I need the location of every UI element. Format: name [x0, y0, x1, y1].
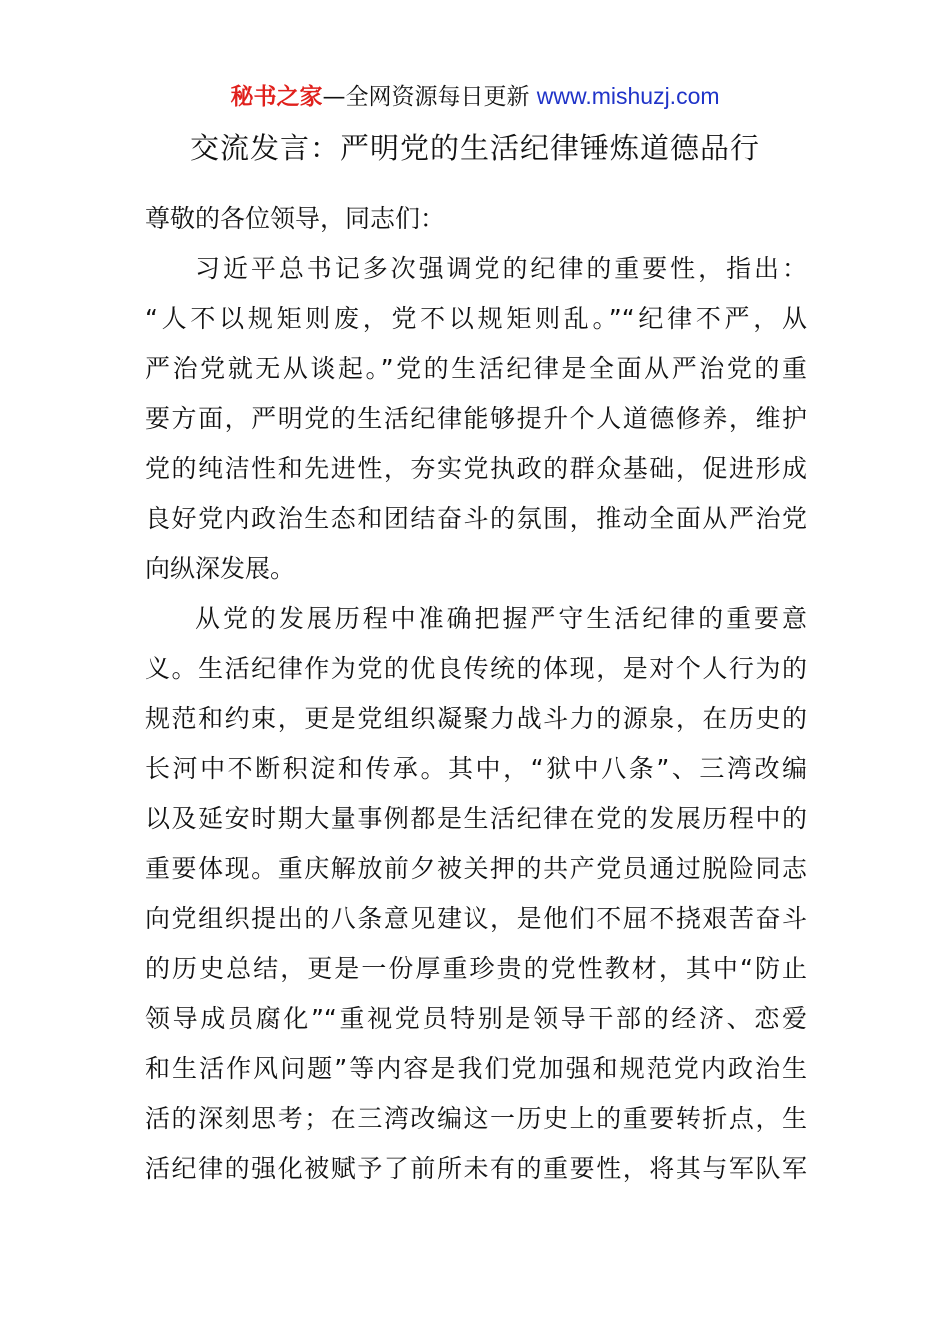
paragraph-line: 规范和约束，更是党组织凝聚力战斗力的源泉，在历史的: [145, 704, 807, 733]
paragraph-1: [145, 244, 807, 594]
paragraph-line: 活纪律的强化被赋予了前所未有的重要性，将其与军队军: [145, 1154, 807, 1183]
paragraph-line: “人不以规矩则废，党不以规矩则乱。”“纪律不严，从: [145, 304, 807, 333]
paragraph-line: 向党组织提出的八条意见建议，是他们不屈不挠艰苦奋斗: [145, 904, 807, 933]
paragraph-line: 重要体现。重庆解放前夕被关押的共产党员通过脱险同志: [145, 854, 807, 883]
paragraph-line: 义。生活纪律作为党的优良传统的体现，是对个人行为的: [145, 654, 807, 683]
paragraph-line: 从党的发展历程中准确把握严守生活纪律的重要意: [195, 604, 807, 633]
document-body: [145, 194, 807, 1194]
paragraph-2: [145, 594, 807, 1194]
paragraph-line: 向纵深发展。: [145, 554, 296, 583]
paragraph-line: 严治党就无从谈起。”党的生活纪律是全面从严治党的重: [145, 354, 807, 383]
paragraph-line: 活的深刻思考；在三湾改编这一历史上的重要转折点，生: [145, 1104, 807, 1133]
paragraph-line: 长河中不断积淀和传承。其中，“狱中八条”、三湾改编: [145, 754, 807, 783]
site-header: [0, 80, 950, 113]
site-link[interactable]: www.mishuzj.com: [536, 83, 720, 109]
paragraph-line: 要方面，严明党的生活纪律能够提升个人道德修养，维护: [145, 404, 807, 433]
document-title: 交流发言：严明党的生活纪律锤炼道德品行: [189, 131, 760, 165]
paragraph-line: 党的纯洁性和先进性，夯实党执政的群众基础，促进形成: [145, 454, 807, 483]
brand-name: 秘书之家: [230, 84, 323, 110]
paragraph-line: 和生活作风问题”等内容是我们党加强和规范党内政治生: [145, 1054, 807, 1083]
paragraph-line: 以及延安时期大量事例都是生活纪律在党的发展历程中的: [145, 804, 807, 833]
paragraph-line: 习近平总书记多次强调党的纪律的重要性，指出：: [195, 254, 807, 283]
salutation: 尊敬的各位领导，同志们：: [145, 204, 446, 233]
header-tagline: —全网资源每日更新: [322, 84, 530, 110]
paragraph-line: 的历史总结，更是一份厚重珍贵的党性教材，其中“防止: [145, 954, 807, 983]
paragraph-line: 领导成员腐化”“重视党员特别是领导干部的经济、恋爱: [145, 1004, 807, 1033]
paragraph-line: 良好党内政治生态和团结奋斗的氛围，推动全面从严治党: [145, 504, 807, 533]
